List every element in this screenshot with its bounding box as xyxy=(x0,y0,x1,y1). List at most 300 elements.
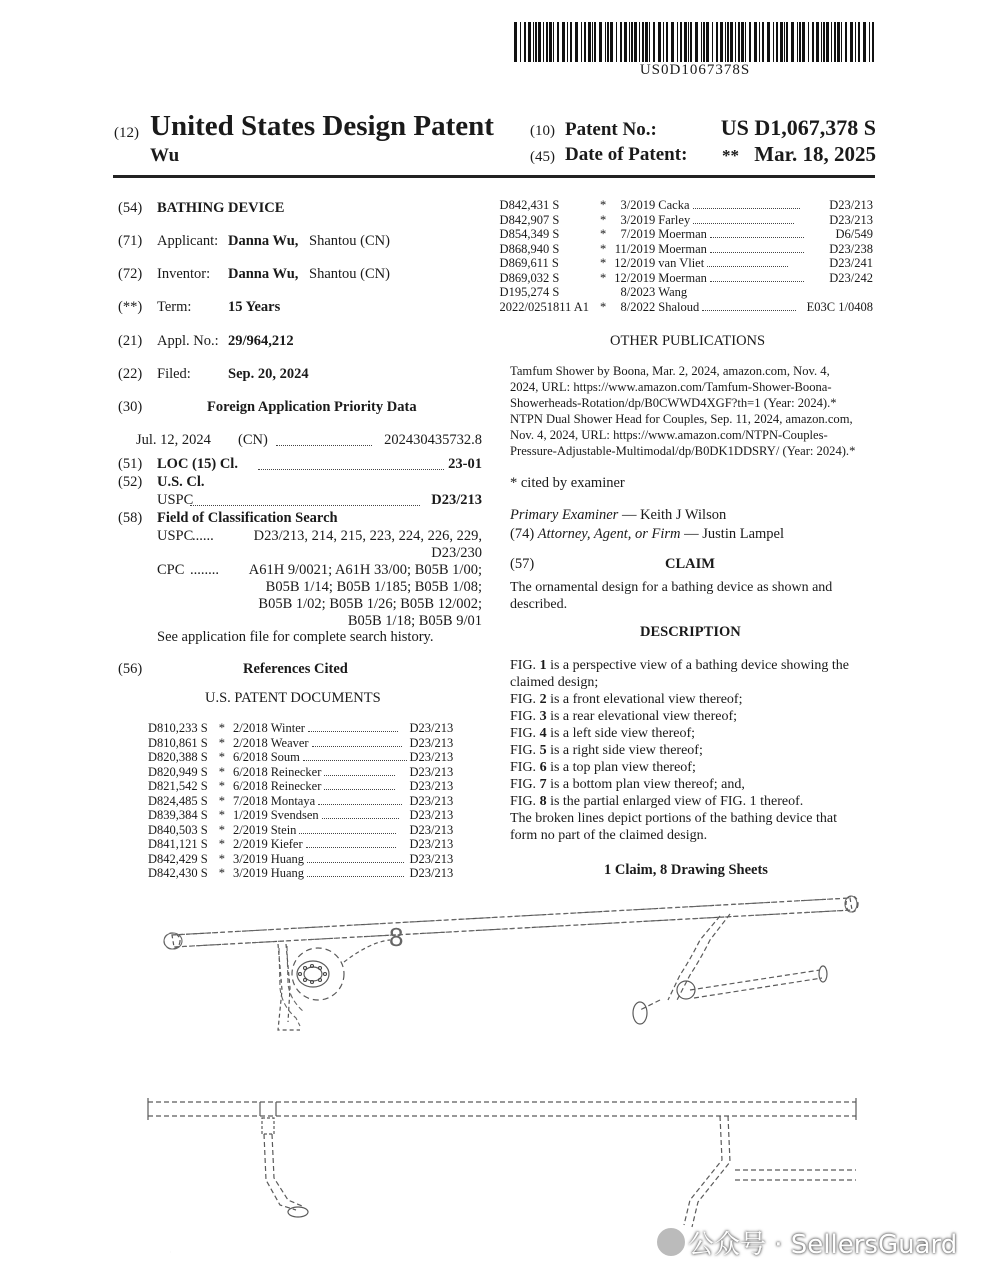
leader-dots xyxy=(702,310,796,311)
barcode-bar xyxy=(645,22,648,62)
barcode-bar xyxy=(634,22,637,62)
ref-name xyxy=(271,779,410,794)
barcode-bar xyxy=(745,22,746,62)
barcode-bar xyxy=(834,22,836,62)
claim-line: The ornamental design for a bathing device as shown and xyxy=(510,580,833,595)
pub-line: Tamfum Shower by Boona, Mar. 2, 2024, amazon.com, Nov. 4, xyxy=(510,364,830,378)
barcode-bar xyxy=(730,22,733,62)
ref-date: 12/2019 xyxy=(614,270,656,285)
barcode-bar xyxy=(520,22,521,62)
barcode-bar xyxy=(754,22,757,62)
description-line xyxy=(510,759,876,776)
references-table-left xyxy=(148,721,456,881)
attorney xyxy=(510,526,784,543)
ref-inventor: Reinecker xyxy=(270,764,322,779)
description-fragment: 3 xyxy=(539,709,547,724)
loc-label: LOC (15) Cl. xyxy=(157,456,238,472)
ref-inventor: Huang xyxy=(270,866,305,880)
ref-name xyxy=(658,227,806,242)
design-title: BATHING DEVICE xyxy=(157,200,285,216)
ref-number: D824,485 S xyxy=(148,793,208,808)
claim-text xyxy=(510,579,832,613)
ref-star: * xyxy=(218,721,225,735)
search-cpc-label: CPC xyxy=(157,562,185,578)
ref-date: 2/2019 xyxy=(232,837,268,851)
barcode-bar xyxy=(594,22,596,62)
inventor-name: Danna Wu, xyxy=(228,266,299,282)
ref-date: 6/2018 xyxy=(232,750,268,764)
leader-dots xyxy=(710,237,804,238)
barcode xyxy=(514,22,876,62)
barcode-bar xyxy=(514,22,517,62)
description-line xyxy=(510,742,876,759)
description-line xyxy=(510,708,876,725)
ref-number: D810,861 S xyxy=(148,735,208,750)
ref-class: D23/242 xyxy=(829,270,873,285)
filed-date: Sep. 20, 2024 xyxy=(228,366,309,382)
foreign-number: 202430435732.8 xyxy=(384,432,482,448)
ref-star: * xyxy=(218,808,225,822)
ref-number: D820,388 S xyxy=(148,750,208,764)
ref-inventor: Shaloud xyxy=(658,299,700,314)
barcode-bar xyxy=(706,22,709,62)
front-connector xyxy=(262,1118,274,1134)
broken-lines-note: The broken lines depict portions of the bathing device that xyxy=(510,811,837,826)
field-code: (22) xyxy=(118,366,143,382)
ref-name xyxy=(271,721,410,736)
leader-dots xyxy=(190,492,420,506)
leader-dots xyxy=(693,223,793,224)
ref-name xyxy=(658,271,806,286)
ref-star: * xyxy=(600,241,607,256)
ref-star: * xyxy=(218,822,225,837)
right-pipe xyxy=(690,970,820,990)
barcode-bar xyxy=(677,22,678,62)
ref-name xyxy=(271,765,410,780)
barcode-bar xyxy=(624,22,627,62)
description-line xyxy=(510,776,876,793)
barcode-bar xyxy=(599,22,602,62)
foreign-country: (CN) xyxy=(238,432,268,448)
leader-dots xyxy=(324,775,395,776)
barcode-bar xyxy=(802,22,805,62)
claim-code: (57) xyxy=(510,556,535,572)
ref-date: 3/2019 xyxy=(620,212,656,227)
ref-star: * xyxy=(600,299,607,314)
barcode-bar xyxy=(869,22,870,62)
barcode-bar xyxy=(562,22,565,62)
references-table-right xyxy=(500,198,876,314)
search-uspc-value: D23/213, 214, 215, 223, 224, 226, 229, xyxy=(253,528,482,544)
ref-class: D23/213 xyxy=(829,198,873,212)
ref-class: D23/213 xyxy=(409,735,454,750)
reference-row xyxy=(148,852,456,867)
figure-ref-number: 8 xyxy=(389,922,404,952)
ref-date: 3/2019 xyxy=(232,851,268,866)
barcode-bar xyxy=(780,22,783,62)
barcode-bar xyxy=(695,22,698,62)
other-pubs-title: OTHER PUBLICATIONS xyxy=(610,333,766,349)
barcode-bar xyxy=(575,22,578,62)
ref-inventor: Soum xyxy=(270,750,300,764)
patent-number: US D1,067,378 S xyxy=(720,115,876,140)
ref-date: 6/2018 xyxy=(232,779,268,793)
primary-examiner-label: Primary Examiner xyxy=(510,507,619,523)
ref-inventor: Kiefer xyxy=(270,837,303,851)
ref-date: 2/2019 xyxy=(232,822,268,837)
barcode-bar xyxy=(658,22,661,62)
ref-class: D23/213 xyxy=(409,851,454,866)
field-code: (72) xyxy=(118,266,143,282)
leader-dots xyxy=(312,746,402,747)
description-fragment: is a right side view thereof; xyxy=(546,743,703,758)
ref-date: 8/2022 xyxy=(620,299,656,314)
barcode-bar xyxy=(639,22,640,62)
barcode-bar xyxy=(797,22,798,62)
broken-lines-note: form no part of the claimed design. xyxy=(510,828,708,843)
barcode-bar xyxy=(592,22,593,62)
barcode-bar xyxy=(570,22,572,62)
appl-no-label: Appl. No.: xyxy=(157,333,219,349)
barcode-bar xyxy=(808,22,809,62)
barcode-bar xyxy=(855,22,856,62)
ref-class: D23/213 xyxy=(409,779,454,793)
ref-date: 3/2019 xyxy=(620,198,656,212)
ref-class: D23/213 xyxy=(409,721,454,735)
ref-inventor: Wang xyxy=(658,285,688,299)
search-cpc-dots: ........ xyxy=(190,562,219,578)
ref-name xyxy=(271,808,410,823)
inventor-short: Wu xyxy=(150,145,180,166)
detail-circle xyxy=(292,948,344,1000)
description-text xyxy=(510,657,876,844)
barcode-bar xyxy=(567,22,568,62)
reference-row xyxy=(148,721,456,736)
ref-name xyxy=(658,198,806,213)
ref-name xyxy=(658,300,806,315)
cpc-line: A61H 9/0021; A61H 33/00; B05B 1/00; xyxy=(248,562,482,578)
leader-dots xyxy=(318,804,402,805)
barcode-number: US0D1067378S xyxy=(639,62,751,78)
front-head-left xyxy=(288,1207,308,1217)
date-label: Date of Patent: xyxy=(565,144,688,165)
reference-row xyxy=(148,736,456,751)
us-docs-title: U.S. PATENT DOCUMENTS xyxy=(205,690,381,706)
description-fragment: 6 xyxy=(539,760,547,775)
ref-date: 12/2019 xyxy=(614,256,656,270)
barcode-bar xyxy=(741,22,744,62)
ref-name xyxy=(271,794,410,809)
description-fragment: FIG. xyxy=(510,692,540,707)
ref-date: 3/2019 xyxy=(232,866,268,880)
appl-no-value: 29/964,212 xyxy=(228,333,294,349)
pub-line: 2024, URL: https://www.amazon.com/Tamfum-Shower-Boona- xyxy=(510,380,832,394)
description-fragment: claimed design; xyxy=(510,675,599,690)
leader-dots xyxy=(276,432,372,446)
barcode-bar xyxy=(538,22,541,62)
barcode-bar xyxy=(725,22,726,62)
description-fragment: is a top plan view thereof; xyxy=(546,760,696,775)
barcode-bar xyxy=(663,22,664,62)
ref-date: 7/2018 xyxy=(232,793,268,808)
ref-inventor: Cacka xyxy=(658,198,690,212)
search-label: Field of Classification Search xyxy=(157,510,338,526)
ref-number: D821,542 S xyxy=(148,779,208,793)
claims-summary: 1 Claim, 8 Drawing Sheets xyxy=(604,862,768,878)
reference-row xyxy=(148,866,456,881)
uspc-value: D23/213 xyxy=(431,492,482,508)
ref-inventor: Moerman xyxy=(658,241,707,256)
barcode-bar xyxy=(535,22,537,62)
ref-name xyxy=(658,285,806,300)
claim-line: described. xyxy=(510,597,568,612)
reference-row xyxy=(148,750,456,765)
field-code: (71) xyxy=(118,233,143,249)
barcode-bar xyxy=(786,22,788,62)
ref-number: D820,949 S xyxy=(148,764,208,779)
ref-class: D23/213 xyxy=(409,837,454,851)
reference-row xyxy=(500,271,876,286)
front-arm-right xyxy=(684,1116,722,1225)
pub-line: Showerheads-Rotation/dp/B0CWWD4XGF?th=1 (Year: 2024).* xyxy=(510,396,837,410)
barcode-bar xyxy=(584,22,586,62)
ref-name xyxy=(271,750,410,765)
barcode-bar xyxy=(749,22,751,62)
ref-star xyxy=(592,285,614,300)
description-fragment: is the partial enlarged view of FIG. 1 thereof. xyxy=(546,794,804,809)
barcode-bar xyxy=(546,22,548,62)
term-label: Term: xyxy=(157,299,192,315)
foreign-date: Jul. 12, 2024 xyxy=(136,432,211,448)
ref-class: E03C 1/0408 xyxy=(806,299,873,314)
ref-date: 2/2018 xyxy=(232,721,268,735)
barcode-bar xyxy=(649,22,650,62)
barcode-bar xyxy=(701,22,702,62)
barcode-bar xyxy=(720,22,723,62)
claim-title: CLAIM xyxy=(665,556,715,572)
attorney-code: (74) xyxy=(510,526,535,542)
field-code: (30) xyxy=(118,399,143,415)
doc-title: United States Design Patent xyxy=(150,110,494,142)
reference-row xyxy=(500,213,876,228)
foreign-priority-title: Foreign Application Priority Data xyxy=(207,399,417,415)
applicant-location: Shantou (CN) xyxy=(309,233,390,249)
barcode-bar xyxy=(616,22,617,62)
ref-number: D195,274 S xyxy=(499,285,560,299)
description-fragment: 2 xyxy=(539,692,547,707)
ref-number: D841,121 S xyxy=(148,837,208,851)
reference-row xyxy=(148,765,456,780)
ref-date: 1/2019 xyxy=(232,808,268,822)
cpc-list xyxy=(249,562,482,630)
leader-dots xyxy=(307,862,404,863)
barcode-bar xyxy=(823,22,825,62)
description-fragment: FIG. xyxy=(510,709,540,724)
ref-inventor: Montaya xyxy=(270,793,316,808)
ref-number: D854,349 S xyxy=(499,227,560,241)
ref-number: 2022/0251811 A1 xyxy=(499,299,590,314)
barcode-bar xyxy=(684,22,687,62)
description-fragment: FIG. xyxy=(510,777,540,792)
field-code: (56) xyxy=(118,661,143,677)
filed-label: Filed: xyxy=(157,366,191,382)
description-fragment: is a left side view thereof; xyxy=(546,726,696,741)
barcode-bar xyxy=(841,22,842,62)
description-fragment: 8 xyxy=(539,794,547,809)
ref-star: * xyxy=(218,779,225,793)
attorney-name: — Justin Lampel xyxy=(684,526,785,542)
date-stars: ** xyxy=(722,146,739,165)
description-line xyxy=(510,691,876,708)
barcode-bar xyxy=(666,22,668,62)
ref-inventor: Winter xyxy=(270,721,305,735)
ref-number: D869,611 S xyxy=(499,256,559,270)
barcode-bar xyxy=(524,22,526,62)
ref-inventor: Farley xyxy=(658,212,691,227)
figure-views xyxy=(0,880,1004,1280)
barcode-bar xyxy=(784,22,785,62)
cpc-line: B05B 1/18; B05B 9/01 xyxy=(347,613,482,629)
ref-class: D6/549 xyxy=(835,227,873,241)
ref-class: D23/213 xyxy=(829,212,873,227)
barcode-bar xyxy=(629,22,630,62)
reference-row xyxy=(148,837,456,852)
cpc-line: B05B 1/02; B05B 1/26; B05B 12/002; xyxy=(258,596,482,612)
barcode-bar xyxy=(581,22,582,62)
barcode-bar xyxy=(831,22,832,62)
description-fragment: FIG. xyxy=(510,726,540,741)
ref-class: D23/213 xyxy=(409,822,454,837)
ref-class: D23/241 xyxy=(829,256,873,270)
leader-dots xyxy=(306,847,396,848)
description-fragment: 7 xyxy=(539,777,547,792)
description-line xyxy=(510,674,876,691)
ref-name xyxy=(271,837,410,852)
ref-class xyxy=(807,285,876,300)
ref-name xyxy=(658,213,806,228)
barcode-bar xyxy=(812,22,814,62)
applicant-name: Danna Wu, xyxy=(228,233,299,249)
description-title: DESCRIPTION xyxy=(640,624,741,640)
description-fragment: 4 xyxy=(539,726,547,741)
ref-number: D839,384 S xyxy=(148,808,208,822)
ref-class: D23/238 xyxy=(829,241,873,256)
barcode-bar xyxy=(549,22,552,62)
leader-dots xyxy=(258,456,444,470)
leader-line xyxy=(344,940,390,962)
search-uspc-label: USPC xyxy=(157,528,194,544)
ref-date: 2/2018 xyxy=(232,735,268,750)
patent-no-label: Patent No.: xyxy=(565,119,657,140)
ref-inventor: Moerman xyxy=(658,227,707,241)
ref-inventor: Moerman xyxy=(658,270,707,285)
barcode-bar xyxy=(533,22,534,62)
description-fragment: FIG. xyxy=(510,794,540,809)
barcode-bar xyxy=(872,22,874,62)
ref-name xyxy=(271,736,410,751)
barcode-bar xyxy=(680,22,682,62)
search-uspc-value-2: D23/230 xyxy=(431,545,482,561)
ref-number: D840,503 S xyxy=(148,822,208,837)
barcode-bar xyxy=(863,22,866,62)
barcode-bar xyxy=(557,22,559,62)
barcode-bar xyxy=(837,22,840,62)
reference-row xyxy=(500,300,876,315)
uspc-label: USPC xyxy=(157,492,194,508)
ref-star: * xyxy=(600,198,607,212)
description-fragment: 1 xyxy=(539,658,547,673)
ref-number: D868,940 S xyxy=(499,241,560,256)
barcode-bar xyxy=(776,22,778,62)
ref-number: D810,233 S xyxy=(148,721,208,735)
leader-dots xyxy=(707,266,788,267)
reference-row xyxy=(148,823,456,838)
ref-star: * xyxy=(600,270,607,285)
reference-row xyxy=(148,779,456,794)
leader-dots xyxy=(303,760,407,761)
ref-number: D869,032 S xyxy=(499,270,560,285)
leader-dots xyxy=(299,833,396,834)
reference-row xyxy=(148,808,456,823)
field-code: (**) xyxy=(118,299,143,315)
leader-dots xyxy=(710,252,804,253)
ref-name xyxy=(658,242,806,257)
barcode-bar xyxy=(543,22,544,62)
inventor-label: Inventor: xyxy=(157,266,211,282)
leader-dots xyxy=(322,818,399,819)
header-rule xyxy=(113,175,875,178)
ref-star: * xyxy=(218,764,225,779)
ref-class: D23/213 xyxy=(409,764,454,779)
barcode-bar xyxy=(588,22,591,62)
ref-inventor: Stein xyxy=(270,822,297,837)
ref-class: D23/213 xyxy=(409,866,454,880)
leader-dots xyxy=(693,208,800,209)
description-fragment: FIG. xyxy=(510,658,540,673)
ref-star: * xyxy=(218,837,225,851)
leader-dots xyxy=(308,731,398,732)
ref-inventor: Reinecker xyxy=(270,779,322,793)
barcode-bar xyxy=(703,22,705,62)
reference-row xyxy=(500,285,876,300)
patent-no-code: (10) xyxy=(530,123,555,139)
description-line xyxy=(510,793,876,810)
ref-star: * xyxy=(218,735,225,750)
leader-dots xyxy=(324,789,395,790)
ref-date: 7/2019 xyxy=(620,227,656,241)
attorney-label: Attorney, Agent, or Firm xyxy=(537,526,681,542)
reference-row xyxy=(500,242,876,257)
ref-star: * xyxy=(218,866,225,880)
description-line xyxy=(510,725,876,742)
front-arm-left xyxy=(264,1134,296,1210)
ref-date: 6/2018 xyxy=(232,764,268,779)
barcode-bar xyxy=(690,22,692,62)
ref-name xyxy=(271,866,410,881)
ref-inventor: van Vliet xyxy=(658,256,705,270)
ref-star: * xyxy=(218,793,225,808)
description-fragment: is a perspective view of a bathing device showing the xyxy=(546,658,850,673)
barcode-bar xyxy=(845,22,847,62)
barcode-bar xyxy=(727,22,729,62)
barcode-bar xyxy=(759,22,760,62)
barcode-bar xyxy=(735,22,736,62)
search-uspc-dots: ...... xyxy=(192,528,214,544)
ref-inventor: Weaver xyxy=(270,735,309,750)
description-fragment: 5 xyxy=(539,743,547,758)
barcode-bar xyxy=(631,22,633,62)
barcode-bar xyxy=(821,22,822,62)
